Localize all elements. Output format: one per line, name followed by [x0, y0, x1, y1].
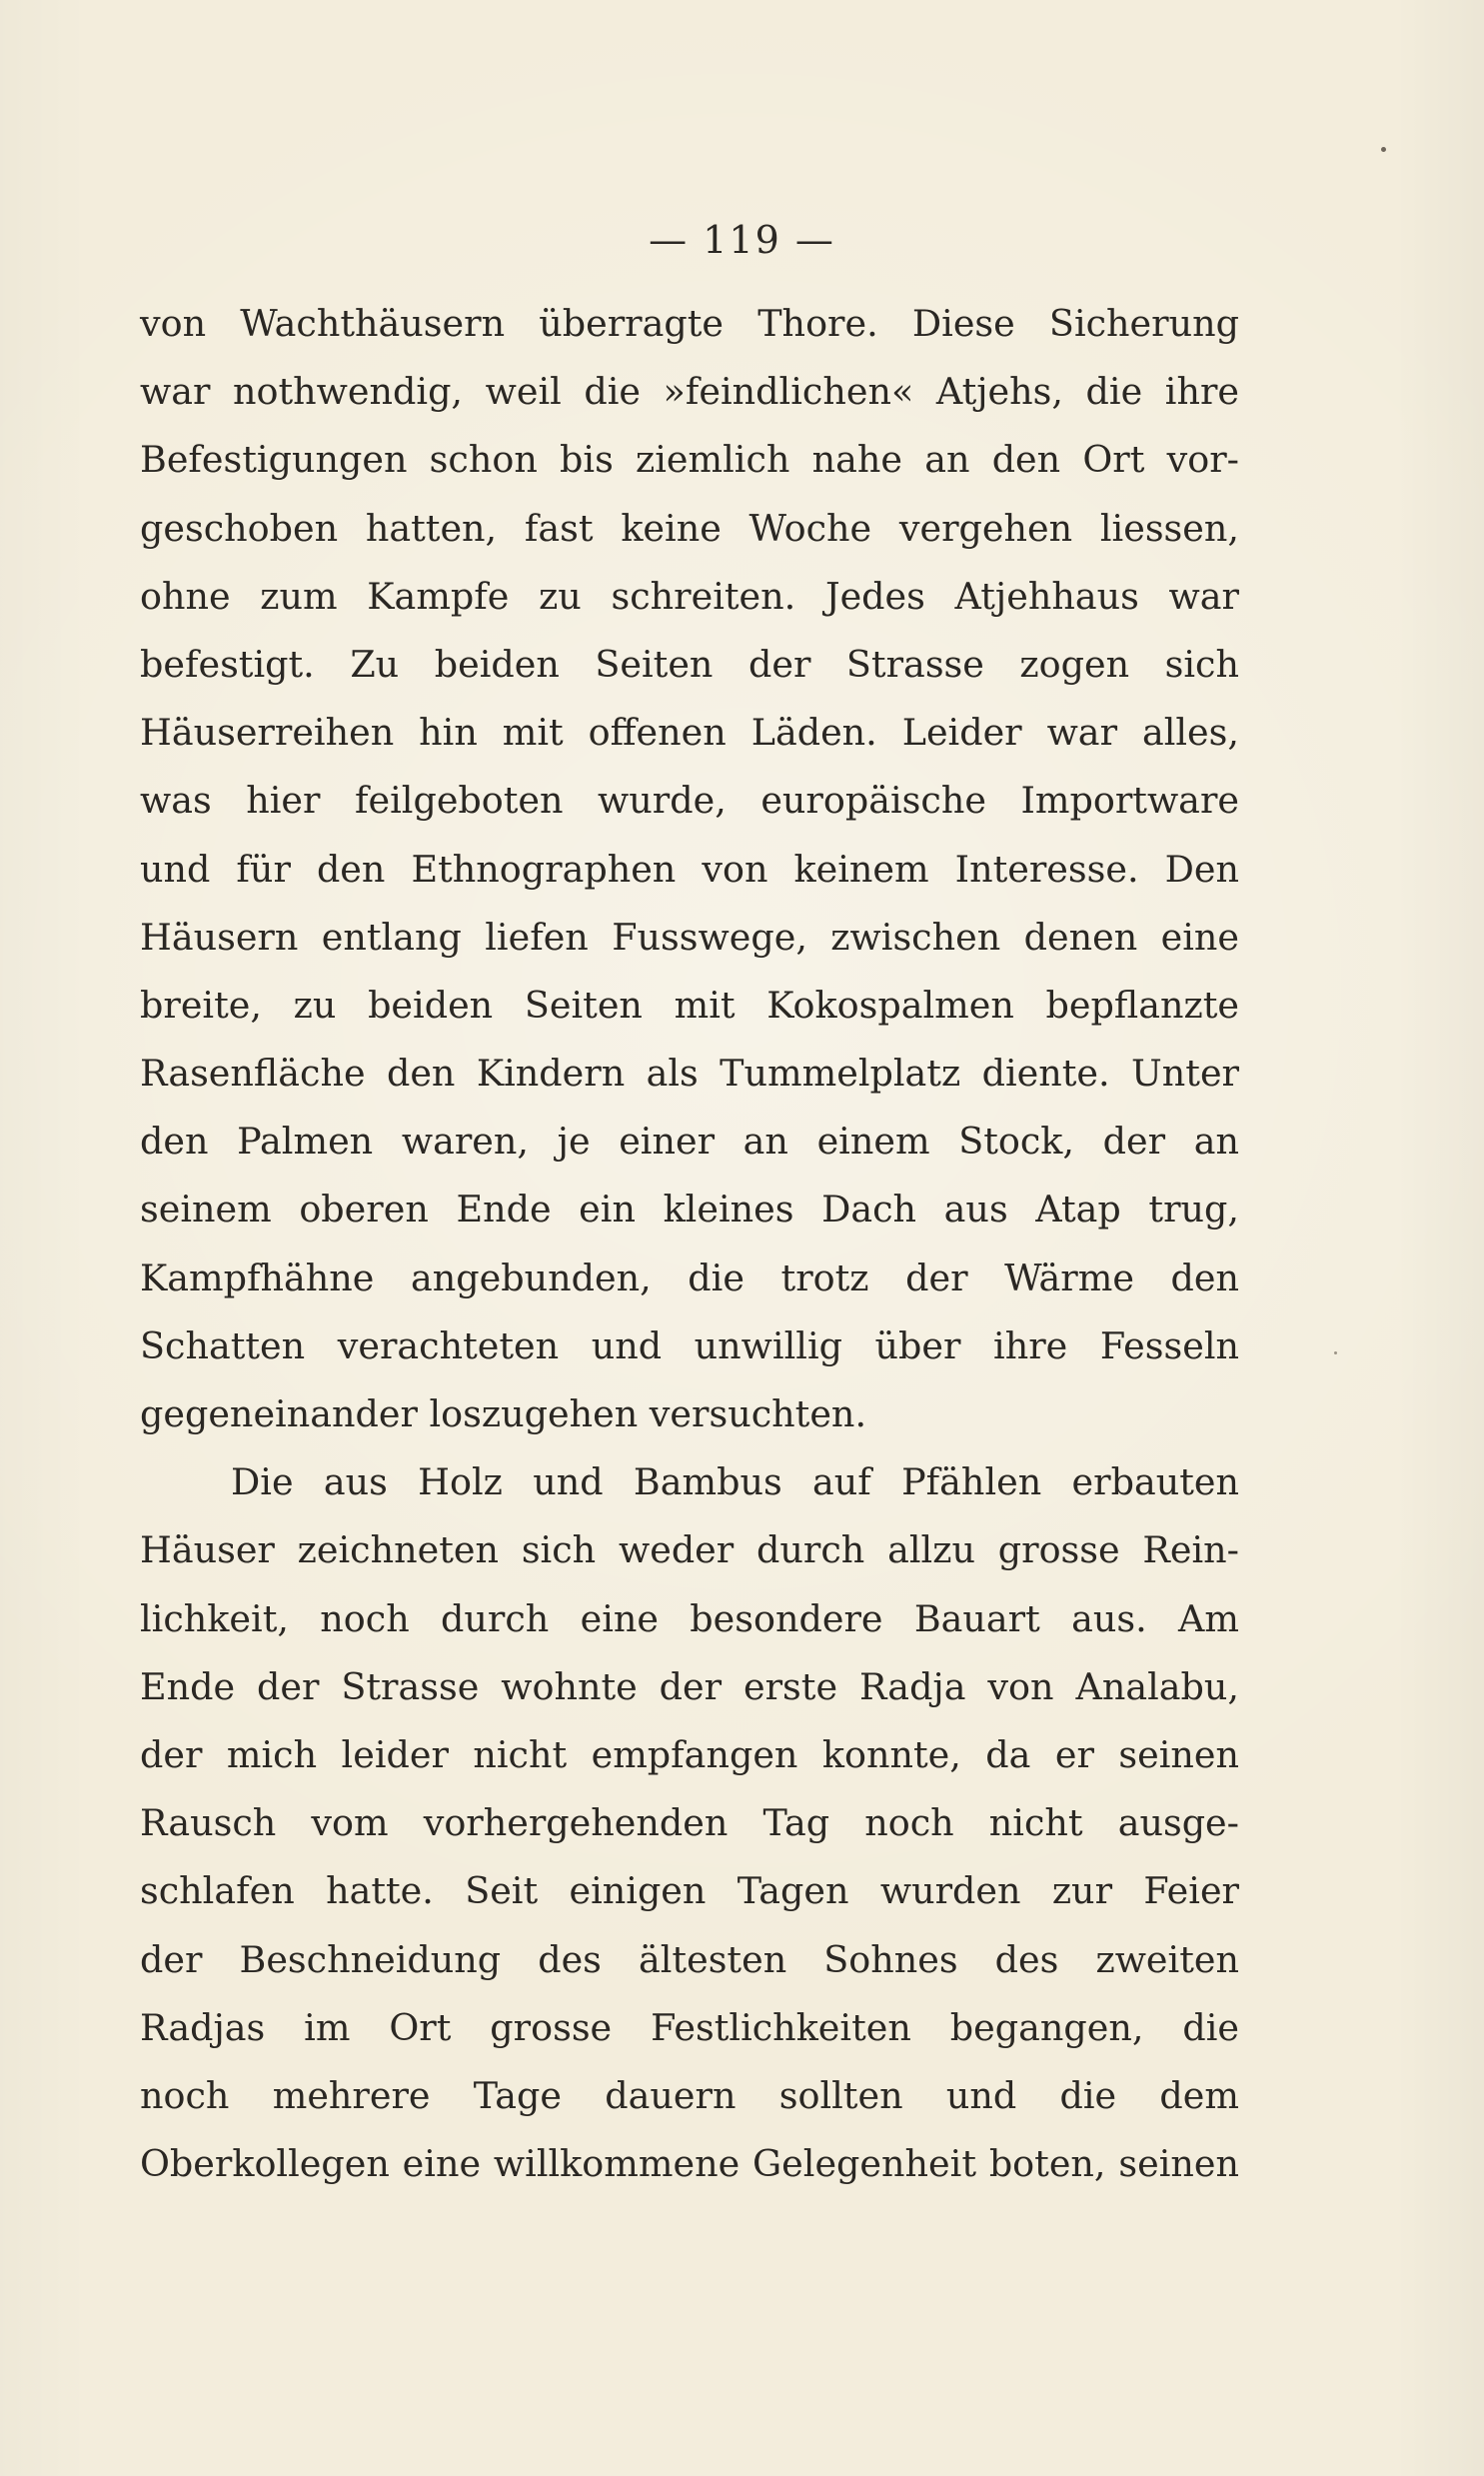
text-line: schlafen hatte. Seit einigen Tagen wurden zur Feier — [140, 1869, 1239, 1913]
paragraph-2 — [140, 1448, 1239, 2198]
text-line: Rausch vom vorhergehenden Tag noch nicht ausge- — [140, 1801, 1239, 1845]
text-line: Rasenfläche den Kindern als Tummelplatz diente. Unter — [140, 1052, 1239, 1096]
page-number: — 119 — — [649, 218, 835, 262]
text-line: lichkeit, noch durch eine besondere Bauart aus. Am — [140, 1596, 1239, 1640]
text-line: war nothwendig, weil die »feindlichen« Atjehs, die ihre — [140, 370, 1239, 414]
text-line: geschoben hatten, fast keine Woche vergehen liessen, — [140, 506, 1239, 550]
paragraph-1 — [140, 290, 1239, 1448]
text-line: Häuserreihen hin mit offenen Läden. Leider war alles, — [140, 711, 1239, 755]
text-line: Kampfhähne angebunden, die trotz der Wärme den — [140, 1255, 1239, 1299]
text-line: befestigt. Zu beiden Seiten der Strasse zogen sich — [140, 642, 1239, 686]
body-text — [140, 290, 1239, 2198]
text-line: und für den Ethnographen von keinem Interesse. Den — [140, 847, 1239, 891]
text-line: den Palmen waren, je einer an einem Stock, der an — [140, 1120, 1239, 1164]
text-line: was hier feilgeboten wurde, europäische Importware — [140, 779, 1239, 823]
text-line: seinem oberen Ende ein kleines Dach aus Atap trug, — [140, 1188, 1239, 1232]
ink-speck — [1334, 1351, 1337, 1354]
text-line: Die aus Holz und Bambus auf Pfählen erbauten — [231, 1460, 1239, 1504]
text-line: Radjas im Ort grosse Festlichkeiten begangen, die — [140, 2005, 1239, 2049]
text-line: breite, zu beiden Seiten mit Kokospalmen bepflanzte — [140, 983, 1239, 1027]
text-line: Ende der Strasse wohnte der erste Radja von Analabu, — [140, 1664, 1239, 1708]
text-line: Schatten verachteten und unwillig über ihre Fesseln — [140, 1323, 1239, 1367]
text-line: gegeneinander loszugehen versuchten. — [140, 1392, 867, 1435]
text-line: der mich leider nicht empfangen konnte, da er seinen — [140, 1732, 1239, 1776]
text-line: Häuser zeichneten sich weder durch allzu grosse Rein- — [140, 1528, 1239, 1572]
text-line: von Wachthäusern überragte Thore. Diese Sicherung — [140, 302, 1239, 345]
ink-speck — [1381, 147, 1386, 152]
text-line: Häusern entlang liefen Fusswege, zwischen denen eine — [140, 915, 1239, 959]
text-line: ohne zum Kampfe zu schreiten. Jedes Atjehhaus war — [140, 574, 1239, 618]
text-line: Befestigungen schon bis ziemlich nahe an den Ort vor- — [140, 438, 1239, 482]
text-line: Oberkollegen eine willkommene Gelegenheit boten, seinen — [140, 2142, 1239, 2186]
text-line: noch mehrere Tage dauern sollten und die dem — [140, 2073, 1239, 2117]
text-line: der Beschneidung des ältesten Sohnes des zweiten — [140, 1937, 1239, 1981]
